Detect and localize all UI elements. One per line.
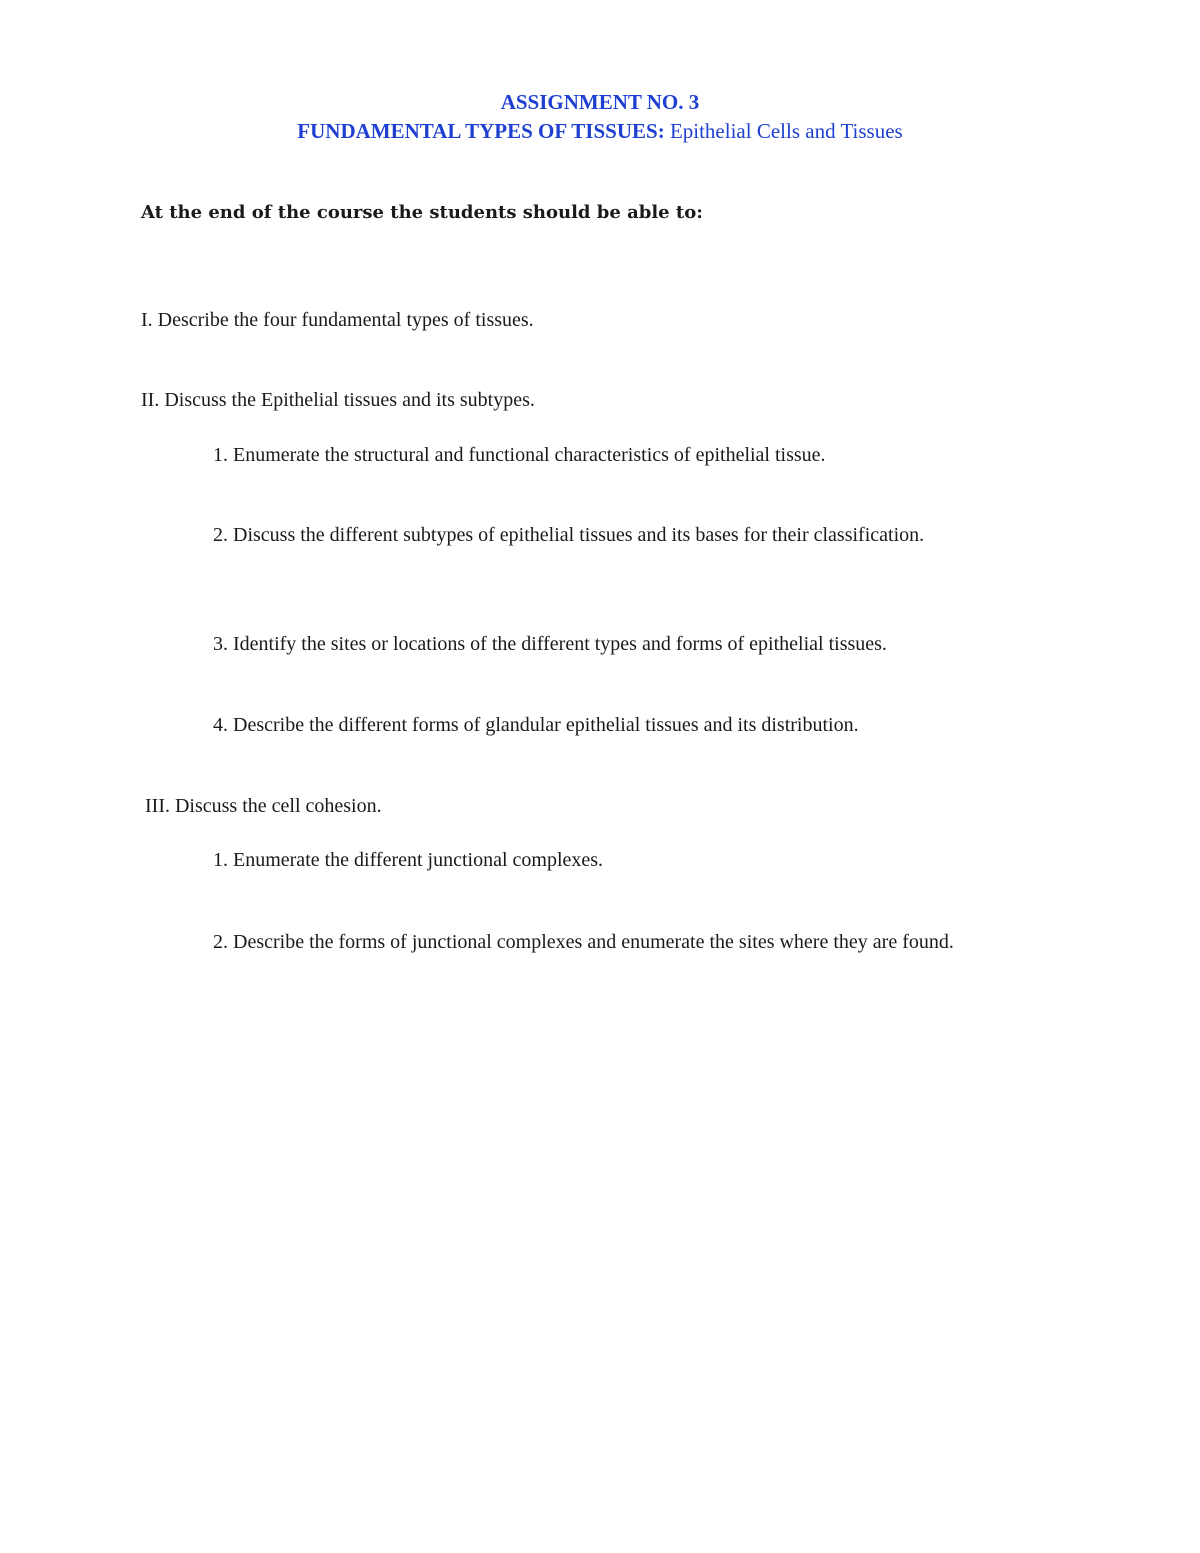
- intro-statement: At the end of the course the students should be able to:: [141, 202, 703, 223]
- section-1-heading: I. Describe the four fundamental types of tissues.: [141, 309, 534, 331]
- section-2-item-4: 4. Describe the different forms of glandular epithelial tissues and its distribution.: [213, 714, 859, 736]
- section-3-heading: III. Discuss the cell cohesion.: [145, 795, 382, 817]
- subtitle-rest: Epithelial Cells and Tissues: [664, 119, 903, 143]
- section-2-item-1: 1. Enumerate the structural and functional characteristics of epithelial tissue.: [213, 444, 826, 466]
- document-title: ASSIGNMENT NO. 3: [500, 90, 700, 114]
- section-2-heading: II. Discuss the Epithelial tissues and its subtypes.: [141, 389, 535, 411]
- section-3-item-2: 2. Describe the forms of junctional complexes and enumerate the sites where they are found.: [213, 931, 954, 953]
- subtitle-bold: FUNDAMENTAL TYPES OF TISSUES:: [297, 119, 665, 143]
- section-2-item-3: 3. Identify the sites or locations of the different types and forms of epithelial tissues.: [213, 633, 887, 655]
- section-3-item-1: 1. Enumerate the different junctional complexes.: [213, 849, 604, 871]
- document-subtitle: [0, 117, 1200, 145]
- section-2-item-2: 2. Discuss the different subtypes of epithelial tissues and its bases for their classification.: [213, 524, 925, 546]
